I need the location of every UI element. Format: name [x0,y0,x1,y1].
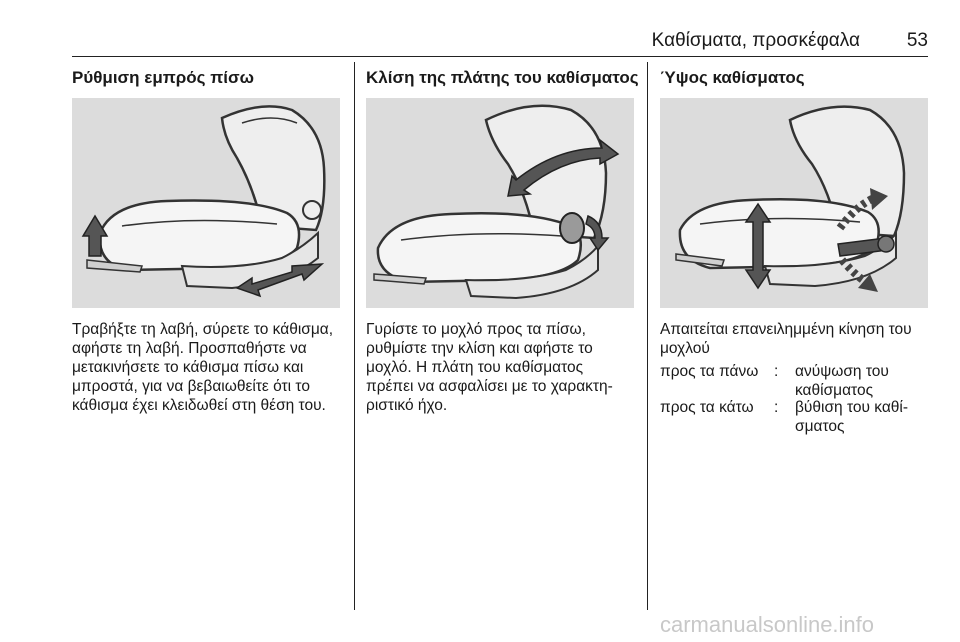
section-body-forward-backward: Τραβήξτε τη λαβή, σύρετε το κάθισμα, αφήστε τη λαβή. Προσπαθήστε να μετακινήσετε το κάθισμα πίσω και μπροστά, για να βεβαιωθείτε ότι το κάθισμα έχει κλειδωθεί στη θέση του. [72,321,334,414]
section-body-backrest: Γυρίστε το μοχλό προς τα πίσω, ρυθμίστε την κλίση και αφήστε το μοχλό. Η πλάτη του καθίσματος πρέπει να ασφαλίσει με το χαρακτη- ριστικό ήχο. [366,321,613,414]
seat-height-icon [660,98,928,308]
definition-separator: : [774,363,779,380]
section-title-backrest: Κλίση της πλάτης του καθίσματος [366,68,639,87]
section-title-forward-backward: Ρύθμιση εμπρός πίσω [72,68,254,87]
seat-backrest-recline-icon [366,98,634,308]
watermark: carmanualsonline.info [660,612,875,637]
seat-height-figure [660,98,928,308]
definition-desc-down: βύθιση του καθί- σματος [795,399,909,435]
definition-row-up [660,362,930,400]
definition-term-down: προς τα κάτω [660,399,754,416]
section-body-seat-height: Απαιτείται επανειλημμένη κίνηση του μοχλού [660,321,912,357]
running-header-title: Καθίσματα, προσκέφαλα [651,30,860,51]
page-number: 53 [906,30,928,51]
header-divider [72,56,928,57]
seat-forward-backward-icon [72,98,340,308]
section-title-seat-height: Ύψος καθίσματος [660,68,805,87]
definition-separator: : [774,399,779,416]
seat-forward-backward-figure [72,98,340,308]
column-divider-1 [354,62,355,610]
definition-term-up: προς τα πάνω [660,363,759,380]
seat-backrest-figure [366,98,634,308]
column-divider-2 [647,62,648,610]
definition-row-down [660,398,930,436]
definition-desc-up: ανύψωση του καθίσματος [795,363,889,399]
